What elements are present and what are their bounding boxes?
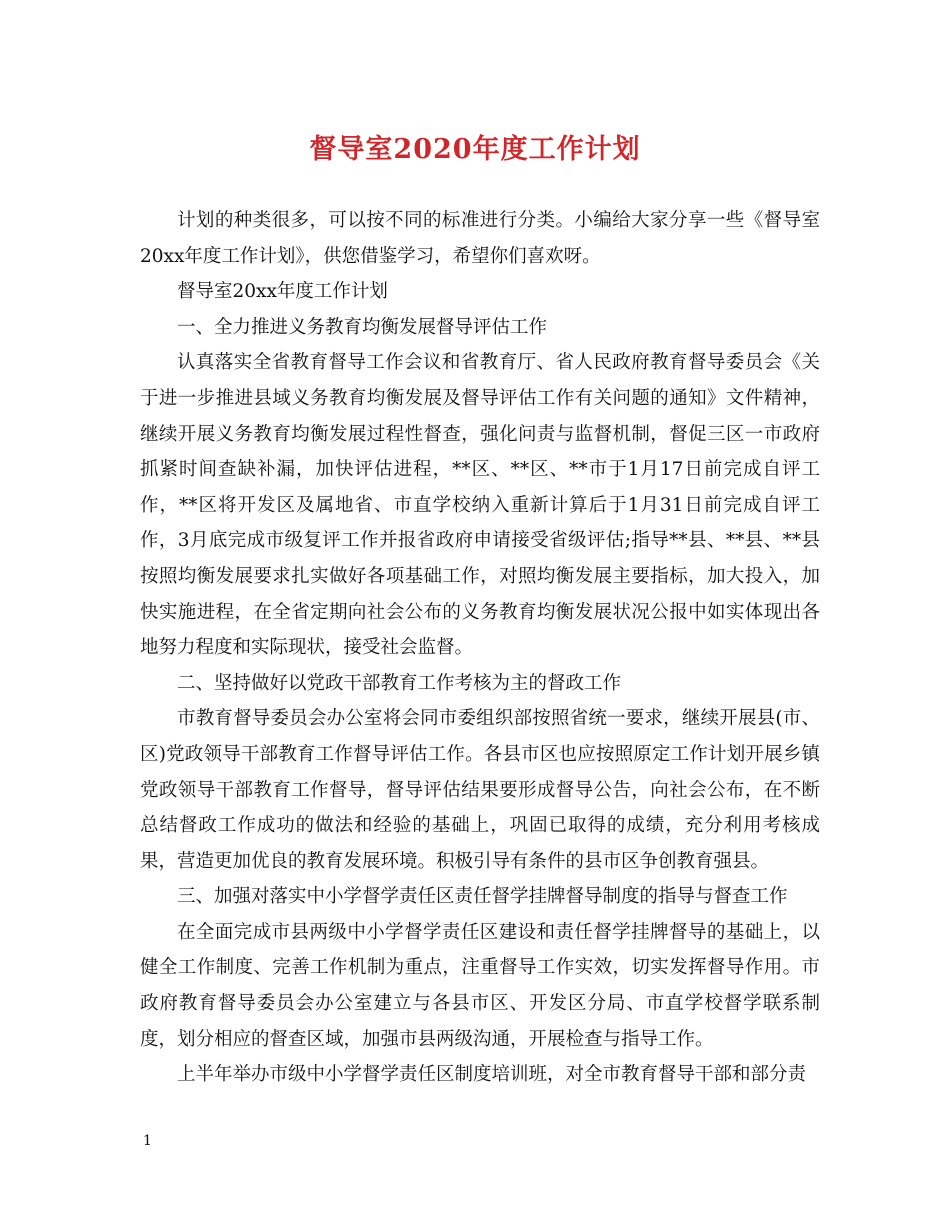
page-number: 1 bbox=[143, 1133, 152, 1149]
plan-heading: 督导室20xx年度工作计划 bbox=[177, 281, 388, 303]
section-heading-1: 一、全力推进义务教育均衡发展督导评估工作 bbox=[177, 316, 548, 338]
document-title: 督导室2020年度工作计划 bbox=[309, 134, 641, 165]
section-paragraph-4: 上半年举办市级中小学督学责任区制度培训班，对全市教育督导干部和部分责 bbox=[177, 1064, 807, 1086]
document-body bbox=[140, 203, 820, 1093]
intro-paragraph: 计划的种类很多，可以按不同的标准进行分类。小编给大家分享一些《督导室20xx年度工作计划》，供您借鉴学习，希望你们喜欢呀。 bbox=[140, 210, 820, 267]
section-paragraph-2: 市教育督导委员会办公室将会同市委组织部按照省统一要求，继续开展县(市、区)党政领导干部教育工作督导评估工作。各县市区也应按照原定工作计划开展乡镇党政领导干部教育工作督导，督导评估结果要形成督导公告，向社会公布，在不断总结督政工作成功的做法和经验的基础上，巩固已取得的成绩，充分利用考核成果，营造更加优良的教育发展环境。积极引导有条件的县市区争创教育强县。 bbox=[140, 708, 820, 872]
section-heading-3: 三、加强对落实中小学督学责任区责任督学挂牌督导制度的指导与督查工作 bbox=[177, 886, 788, 908]
section-paragraph-3: 在全面完成市县两级中小学督学责任区建设和责任督学挂牌督导的基础上，以健全工作制度、完善工作机制为重点，注重督导工作实效，切实发挥督导作用。市政府教育督导委员会办公室建立与各县市区、开发区分局、市直学校督学联系制度，划分相应的督查区域，加强市县两级沟通，开展检查与指导工作。 bbox=[140, 921, 820, 1050]
section-paragraph-1: 认真落实全省教育督导工作会议和省教育厅、省人民政府教育督导委员会《关于进一步推进县域义务教育均衡发展及督导评估工作有关问题的通知》文件精神，继续开展义务教育均衡发展过程性督查，强化问责与监督机制，督促三区一市政府抓紧时间查缺补漏，加快评估进程，**区、**区、**市于1月17日前完成自评工作，**区将开发区及属地省、市直学校纳入重新计算后于1月31日前完成自评工作，3月底完成市级复评工作并报省政府申请接受省级评估;指导**县、**县、**县按照均衡发展要求扎实做好各项基础工作，对照均衡发展主要指标，加大投入，加快实施进程，在全省定期向社会公布的义务教育均衡发展状况公报中如实体现出各地努力程度和实际现状，接受社会监督。 bbox=[140, 352, 820, 659]
section-heading-2: 二、坚持做好以党政干部教育工作考核为主的督政工作 bbox=[177, 672, 622, 694]
